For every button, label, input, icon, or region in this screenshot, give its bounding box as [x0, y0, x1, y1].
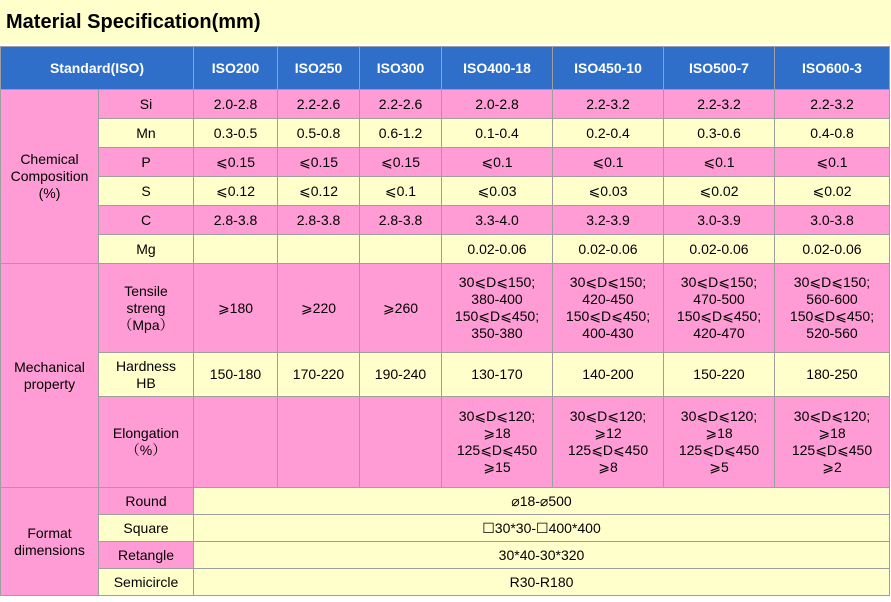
table-cell: ⩽0.15	[360, 148, 442, 177]
cell-line: Hardness	[116, 357, 176, 374]
table-cell	[194, 235, 278, 264]
table-cell: 0.1-0.4	[442, 119, 553, 148]
table-cell	[360, 235, 442, 264]
format-dimensions-label	[1, 488, 99, 596]
element-label: S	[99, 177, 194, 206]
cell-line: 125⩽D⩽450	[791, 442, 873, 458]
table-cell: 2.8-3.8	[194, 206, 278, 235]
element-label: Si	[99, 90, 194, 119]
cell-line: ⩾15	[483, 459, 511, 475]
chemical-row	[1, 206, 890, 235]
cell-line: 150⩽D⩽450;	[789, 308, 875, 324]
title-bar	[0, 0, 891, 44]
table-cell: 2.8-3.8	[360, 206, 442, 235]
element-label: P	[99, 148, 194, 177]
cell-line: ⩾12	[594, 425, 622, 441]
cell-line: ⩾5	[709, 459, 729, 475]
table-cell: 2.2-3.2	[775, 90, 890, 119]
cell-line: 150⩽D⩽450;	[676, 308, 762, 324]
cell-line: 150⩽D⩽450;	[565, 308, 651, 324]
table-cell: 2.2-2.6	[278, 90, 360, 119]
table-cell: ⩽0.12	[194, 177, 278, 206]
table-cell: 0.6-1.2	[360, 119, 442, 148]
table-cell: 0.4-0.8	[775, 119, 890, 148]
cell-line: 30⩽D⩽120;	[680, 408, 758, 424]
cell-line: Chemical	[20, 151, 79, 167]
cell-line: 30⩽D⩽120;	[458, 408, 536, 424]
table-cell: 2.0-2.8	[194, 90, 278, 119]
table-cell	[775, 397, 890, 488]
cell-line: 420-470	[693, 325, 745, 341]
shape-label: Semicircle	[99, 569, 194, 596]
chemical-composition-label	[1, 90, 99, 264]
cell-line: 560-600	[806, 291, 858, 307]
table-cell: 150-180	[194, 353, 278, 397]
table-cell: ⩽0.1	[775, 148, 890, 177]
chemical-row	[1, 90, 890, 119]
elongation-label	[99, 397, 194, 488]
grade-header: ISO500-7	[664, 47, 775, 90]
element-label: Mg	[99, 235, 194, 264]
format-row	[1, 515, 890, 542]
elongation-row	[1, 397, 890, 488]
table-cell: ⩽0.15	[278, 148, 360, 177]
element-label: C	[99, 206, 194, 235]
cell-line: Mechanical	[14, 358, 85, 375]
cell-line: ⩾2	[822, 459, 842, 475]
table-cell: 0.02-0.06	[442, 235, 553, 264]
cell-line: 125⩽D⩽450	[678, 442, 760, 458]
table-cell	[360, 264, 442, 353]
table-cell	[775, 264, 890, 353]
dimension-value: 30*40-30*320	[194, 542, 890, 569]
table-cell: 0.02-0.06	[664, 235, 775, 264]
table-cell: 170-220	[278, 353, 360, 397]
table-cell: ⩽0.15	[194, 148, 278, 177]
cell-line: Composition	[10, 168, 89, 184]
standard-header: Standard(ISO)	[1, 47, 194, 90]
table-cell: 2.2-3.2	[553, 90, 664, 119]
grade-header: ISO300	[360, 47, 442, 90]
cell-line: 350-380	[471, 325, 523, 341]
grade-header: ISO250	[278, 47, 360, 90]
table-cell	[442, 397, 553, 488]
table-cell: 3.3-4.0	[442, 206, 553, 235]
cell-line: ⩾18	[705, 425, 733, 441]
cell-line: 520-560	[806, 325, 858, 341]
dimension-value: R30-R180	[194, 569, 890, 596]
cell-line: 400-430	[582, 325, 634, 341]
cell-line: （%）	[125, 442, 167, 458]
grade-header: ISO400-18	[442, 47, 553, 90]
cell-line: 150⩽D⩽450;	[454, 308, 540, 324]
cell-line: 30⩽D⩽150;	[569, 274, 647, 290]
dimension-value: ☐30*30-☐400*400	[194, 515, 890, 542]
header-row	[1, 47, 890, 90]
table-cell	[194, 397, 278, 488]
chemical-row	[1, 177, 890, 206]
cell-line: property	[23, 375, 76, 392]
table-cell: 0.2-0.4	[553, 119, 664, 148]
table-cell: 3.2-3.9	[553, 206, 664, 235]
cell-line: ⩾260	[382, 299, 419, 316]
table-cell	[553, 397, 664, 488]
page-title: Material Specification(mm)	[6, 11, 261, 33]
table-cell	[278, 264, 360, 353]
cell-line: 420-450	[582, 291, 634, 307]
cell-line: Tensile	[124, 282, 168, 299]
table-cell	[442, 264, 553, 353]
cell-line: ⩾220	[300, 299, 337, 316]
table-cell: ⩽0.02	[775, 177, 890, 206]
table-cell: ⩽0.1	[360, 177, 442, 206]
table-cell: 180-250	[775, 353, 890, 397]
cell-line: 125⩽D⩽450	[456, 442, 538, 458]
table-cell: ⩽0.1	[442, 148, 553, 177]
cell-line: 125⩽D⩽450	[567, 442, 649, 458]
cell-line: (%)	[38, 185, 61, 201]
table-cell	[664, 264, 775, 353]
cell-line: 30⩽D⩽120;	[793, 408, 871, 424]
element-label: Mn	[99, 119, 194, 148]
table-cell: 0.02-0.06	[553, 235, 664, 264]
table-cell: 3.0-3.9	[664, 206, 775, 235]
table-cell: ⩽0.02	[664, 177, 775, 206]
table-cell: 2.2-3.2	[664, 90, 775, 119]
table-cell: ⩽0.03	[442, 177, 553, 206]
tensile-strength-label	[99, 264, 194, 353]
grade-header: ISO600-3	[775, 47, 890, 90]
cell-line: Format	[27, 524, 72, 541]
format-row	[1, 569, 890, 596]
table-cell	[278, 235, 360, 264]
grade-header: ISO450-10	[553, 47, 664, 90]
table-cell	[553, 264, 664, 353]
cell-line: HB	[136, 374, 156, 391]
tensile-strength-row	[1, 264, 890, 353]
grade-header: ISO200	[194, 47, 278, 90]
cell-line: ⩾180	[217, 299, 254, 316]
table-cell: 3.0-3.8	[775, 206, 890, 235]
cell-line: 470-500	[693, 291, 745, 307]
table-cell	[278, 397, 360, 488]
chemical-row	[1, 148, 890, 177]
table-cell: 0.3-0.6	[664, 119, 775, 148]
table-cell: ⩽0.1	[553, 148, 664, 177]
table-cell	[664, 397, 775, 488]
spec-table	[0, 46, 890, 596]
format-row	[1, 542, 890, 569]
table-cell: 0.02-0.06	[775, 235, 890, 264]
table-cell: 140-200	[553, 353, 664, 397]
cell-line: 380-400	[471, 291, 523, 307]
table-cell: 150-220	[664, 353, 775, 397]
spec-table-body	[1, 90, 890, 596]
table-cell: 0.5-0.8	[278, 119, 360, 148]
shape-label: Retangle	[99, 542, 194, 569]
dimension-value: ⌀18-⌀500	[194, 488, 890, 515]
cell-line: 30⩽D⩽150;	[793, 274, 871, 290]
cell-line: 30⩽D⩽120;	[569, 408, 647, 424]
cell-line: 30⩽D⩽150;	[680, 274, 758, 290]
hardness-label	[99, 353, 194, 397]
cell-line: Elongation	[112, 425, 180, 441]
hardness-row	[1, 353, 890, 397]
mechanical-property-label	[1, 264, 99, 488]
table-cell: 0.3-0.5	[194, 119, 278, 148]
cell-line: ⩾18	[483, 425, 511, 441]
cell-line: streng	[126, 299, 166, 316]
cell-line: ⩾8	[598, 459, 618, 475]
cell-line: dimensions	[14, 541, 85, 558]
table-cell: 190-240	[360, 353, 442, 397]
cell-line: （Mpa）	[118, 316, 174, 333]
chemical-row	[1, 119, 890, 148]
cell-line: ⩾18	[818, 425, 846, 441]
table-cell: 130-170	[442, 353, 553, 397]
format-row	[1, 488, 890, 515]
cell-line: 30⩽D⩽150;	[458, 274, 536, 290]
shape-label: Square	[99, 515, 194, 542]
table-cell: ⩽0.1	[664, 148, 775, 177]
shape-label: Round	[99, 488, 194, 515]
table-cell: 2.8-3.8	[278, 206, 360, 235]
table-cell: ⩽0.03	[553, 177, 664, 206]
table-cell: 2.0-2.8	[442, 90, 553, 119]
table-cell: 2.2-2.6	[360, 90, 442, 119]
chemical-row	[1, 235, 890, 264]
table-cell	[194, 264, 278, 353]
table-cell	[360, 397, 442, 488]
table-cell: ⩽0.12	[278, 177, 360, 206]
